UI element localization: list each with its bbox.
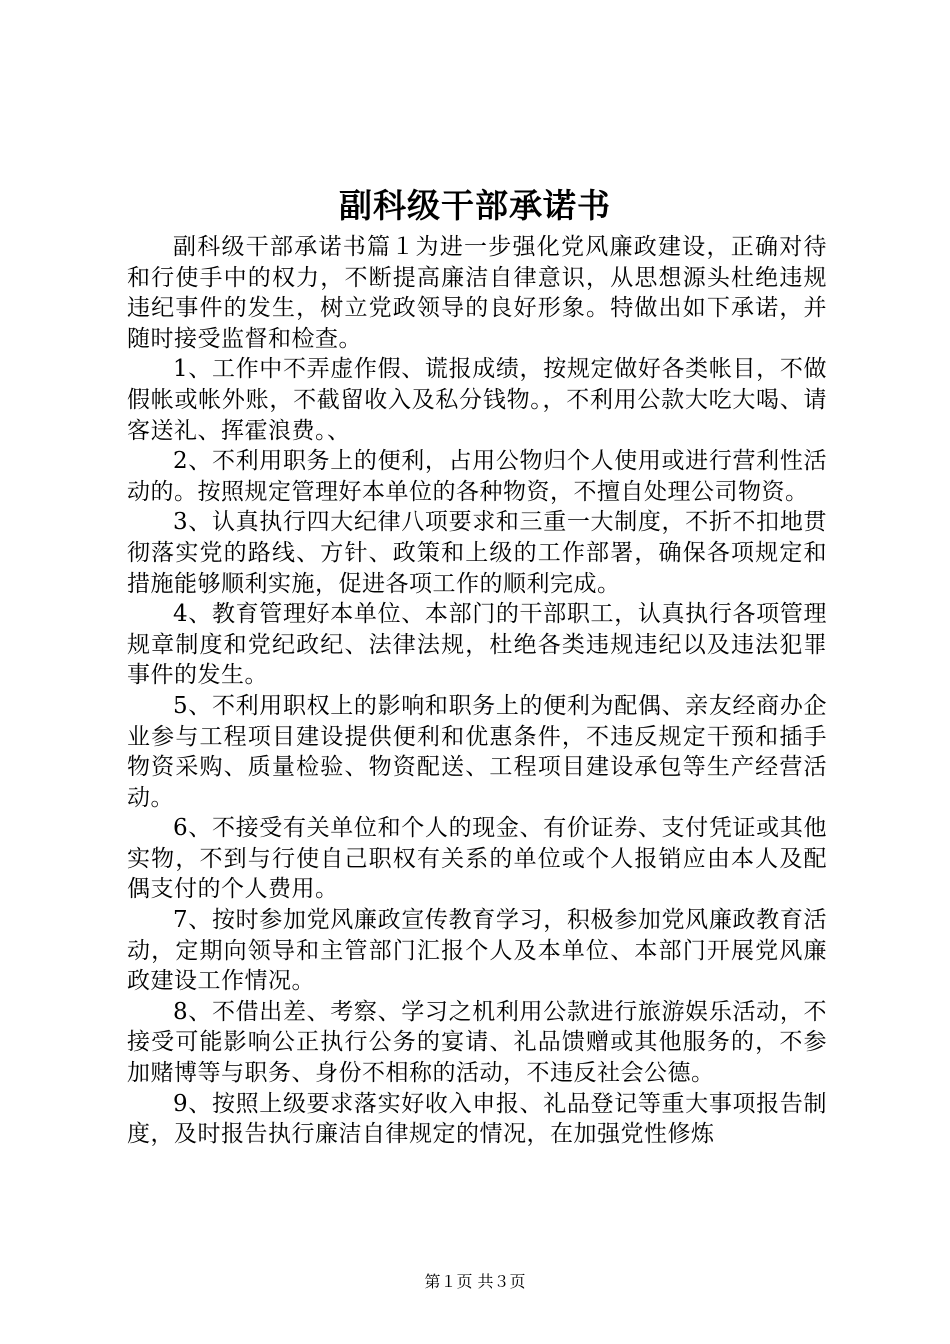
page-number-footer: 第１页 共３页 [424,1272,526,1291]
paragraph-intro: 副科级干部承诺书篇１为进一步强化党风廉政建设，正确对待和行使手中的权力，不断提高廉洁自律意识，从思想源头杜绝违规违纪事件的发生，树立党政领导的良好形象。特做出如下承诺，并随时接受监督和检查。 [127,234,827,352]
paragraph-item-3: 3、认真执行四大纪律八项要求和三重一大制度，不折不扣地贯彻落实党的路线、方针、政策和上级的工作部署，确保各项规定和措施能够顺利实施，促进各项工作的顺利完成。 [127,509,827,597]
paragraph-item-2: 2、不利用职务上的便利，占用公物归个人使用或进行营利性活动的。按照规定管理好本单位的各种物资，不擅自处理公司物资。 [127,448,827,505]
paragraph-item-1: 1、工作中不弄虚作假、谎报成绩，按规定做好各类帐目，不做假帐或帐外账，不截留收入及私分钱物。，不利用公款大吃大喝、请客送礼、挥霍浪费。、 [127,356,827,444]
document-title: 副科级干部承诺书 [339,186,611,225]
paragraph-item-7: 7、按时参加党风廉政宣传教育学习，积极参加党风廉政教育活动，定期向领导和主管部门汇报个人及本单位、本部门开展党风廉政建设工作情况。 [127,907,827,995]
paragraph-item-6: 6、不接受有关单位和个人的现金、有价证券、支付凭证或其他实物，不到与行使自己职权有关系的单位或个人报销应由本人及配偶支付的个人费用。 [127,815,827,903]
document-body [127,232,827,1150]
paragraph-item-8: 8、不借出差、考察、学习之机利用公款进行旅游娱乐活动，不接受可能影响公正执行公务的宴请、礼品馈赠或其他服务的，不参加赌博等与职务、身份不相称的活动，不违反社会公德。 [127,998,827,1087]
paragraph-item-4: 4、教育管理好本单位、本部门的干部职工，认真执行各项管理规章制度和党纪政纪、法律法规，杜绝各类违规违纪以及违法犯罪事件的发生。 [127,601,827,689]
paragraph-item-5: 5、不利用职权上的影响和职务上的便利为配偶、亲友经商办企业参与工程项目建设提供便利和优惠条件，不违反规定干预和插手物资采购、质量检验、物资配送、工程项目建设承包等生产经营活动。 [127,692,827,811]
paragraph-item-9: 9、按照上级要求落实好收入申报、礼品登记等重大事项报告制度，及时报告执行廉洁自律规定的情况，在加强党性修炼 [127,1090,827,1148]
